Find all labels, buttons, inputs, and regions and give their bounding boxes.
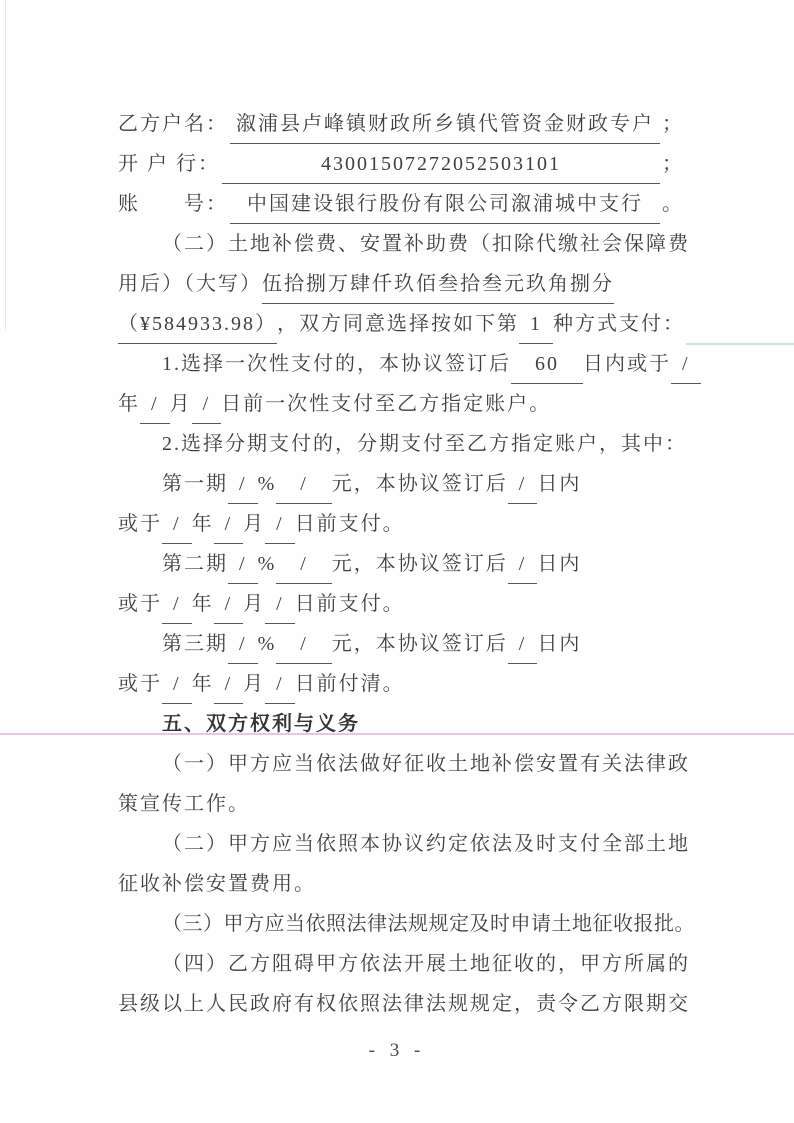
payee-name-line: [118, 104, 684, 144]
text-segment: 2.选择分期支付的，分期支付至乙方指定账户，其中：: [162, 433, 687, 455]
scan-teal-line-artifact: [686, 343, 794, 345]
installment-2-line-2: [118, 584, 684, 624]
fill-in-value: /: [214, 505, 244, 544]
text-segment: 元，本协议签订后: [331, 473, 508, 495]
fill-in-value: 溆浦县卢峰镇财政所乡镇代管资金财政专户: [230, 105, 660, 144]
fill-in-value: /: [162, 505, 192, 544]
text-segment: ，双方同意选择按如下第: [277, 313, 519, 335]
text-segment: 日内: [537, 553, 582, 575]
lump-sum-payment-line-2: [118, 384, 684, 424]
fill-in-value: /: [276, 625, 332, 664]
fill-in-value: /: [140, 385, 170, 424]
text-segment: （二）甲方应当依照本协议约定依法及时支付全部土地: [162, 833, 690, 855]
text-segment: 。: [662, 193, 684, 215]
text-segment: 或于: [118, 513, 162, 535]
text-segment: （二）土地补偿费、安置补助费（扣除代缴社会保障费: [162, 233, 690, 255]
fill-in-value: /: [214, 665, 244, 704]
page-number: - 3 -: [368, 1040, 426, 1061]
rights-clause-4-line-1: [118, 944, 690, 984]
lump-sum-payment-line-1: [118, 344, 690, 384]
fill-in-value: /: [162, 585, 192, 624]
text-segment: %: [257, 473, 277, 495]
text-segment: 五、双方权利与义务: [162, 713, 360, 735]
installment-2-line-1: [118, 544, 684, 584]
text-segment: 年: [118, 393, 140, 415]
fill-in-value: /: [228, 465, 258, 504]
fill-in-value: /: [671, 345, 701, 384]
text-segment: ；: [662, 153, 684, 175]
installment-payment-intro-line: [118, 424, 687, 464]
text-segment: 第三期: [162, 633, 228, 655]
scan-edge-artifact: [5, 0, 6, 330]
text-segment: 乙方户名：: [118, 113, 228, 135]
compensation-clause-line-2: [118, 264, 684, 304]
fill-in-value: /: [276, 465, 332, 504]
text-segment: 种方式支付：: [553, 313, 685, 335]
installment-3-line-1: [118, 624, 684, 664]
text-segment: 月: [243, 673, 266, 695]
installment-1-line-2: [118, 504, 684, 544]
text-segment: 日前支付。: [294, 513, 405, 535]
text-segment: 年: [191, 593, 214, 615]
fill-in-value: 伍拾捌万肆仟玖佰叁拾叁元玖角捌分: [262, 265, 614, 304]
text-segment: 或于: [118, 593, 162, 615]
text-segment: 日前一次性支付至乙方指定账户。: [221, 393, 552, 415]
text-segment: 月: [243, 513, 266, 535]
text-segment: 第二期: [162, 553, 228, 575]
fill-in-value: /: [508, 545, 538, 584]
text-segment: 元，本协议签订后: [331, 633, 508, 655]
text-segment: 开 户 行：: [118, 153, 220, 175]
text-segment: ；: [662, 113, 684, 135]
text-segment: 月: [169, 393, 192, 415]
text-segment: 日内或于: [583, 353, 671, 375]
text-segment: 1.选择一次性支付的，本协议签订后: [162, 353, 511, 375]
text-segment: 账 号：: [118, 193, 228, 215]
compensation-amount-line: [118, 304, 684, 344]
fill-in-value: 中国建设银行股份有限公司溆浦城中支行: [230, 185, 660, 224]
fill-in-value: /: [265, 585, 295, 624]
text-segment: 县级以上人民政府有权依照法律法规规定，责令乙方限期交: [118, 993, 690, 1015]
text-segment: （四）乙方阻碍甲方依法开展土地征收的，甲方所属的: [162, 953, 690, 975]
rights-clause-3-line: [118, 904, 695, 944]
text-segment: 日前付清。: [294, 673, 405, 695]
text-segment: 策宣传工作。: [118, 793, 250, 815]
fill-in-value: /: [228, 545, 258, 584]
text-segment: 日前支付。: [294, 593, 405, 615]
text-segment: 元，本协议签订后: [331, 553, 508, 575]
section-5-heading: [118, 704, 684, 744]
text-segment: （三）甲方应当依照法律法规规定及时申请土地征收报批。: [162, 913, 695, 935]
fill-in-value: /: [265, 665, 295, 704]
fill-in-value: （¥584933.98）: [118, 305, 277, 344]
rights-clause-2-line-1: [118, 824, 690, 864]
bank-branch-line: [118, 144, 684, 184]
account-number-line: [118, 184, 684, 224]
rights-clause-1-line-2: [118, 784, 684, 824]
rights-clause-1-line-1: [118, 744, 690, 784]
fill-in-value: 43001507272052503101: [222, 145, 660, 184]
fill-in-value: /: [276, 545, 332, 584]
text-segment: 或于: [118, 673, 162, 695]
fill-in-value: /: [192, 385, 222, 424]
rights-clause-2-line-2: [118, 864, 684, 904]
fill-in-value: 1: [519, 305, 553, 344]
fill-in-value: /: [228, 625, 258, 664]
text-segment: %: [257, 553, 277, 575]
fill-in-value: /: [265, 505, 295, 544]
text-segment: （一）甲方应当依法做好征收土地补偿安置有关法律政: [162, 753, 690, 775]
document-body: [118, 104, 695, 1024]
fill-in-value: /: [508, 465, 538, 504]
text-segment: %: [257, 633, 277, 655]
text-segment: 年: [191, 673, 214, 695]
text-segment: 征收补偿安置费用。: [118, 873, 316, 895]
installment-1-line-1: [118, 464, 684, 504]
text-segment: 日内: [537, 473, 582, 495]
compensation-clause-line-1: [118, 224, 690, 264]
text-segment: 日内: [537, 633, 582, 655]
text-segment: 月: [243, 593, 266, 615]
fill-in-value: /: [162, 665, 192, 704]
fill-in-value: /: [214, 585, 244, 624]
fill-in-value: /: [508, 625, 538, 664]
text-segment: 第一期: [162, 473, 228, 495]
text-segment: 年: [191, 513, 214, 535]
installment-3-line-2: [118, 664, 684, 704]
text-segment: 用后）（大写）: [118, 273, 262, 295]
rights-clause-4-line-2: [118, 984, 690, 1024]
fill-in-value: 60: [511, 345, 583, 384]
